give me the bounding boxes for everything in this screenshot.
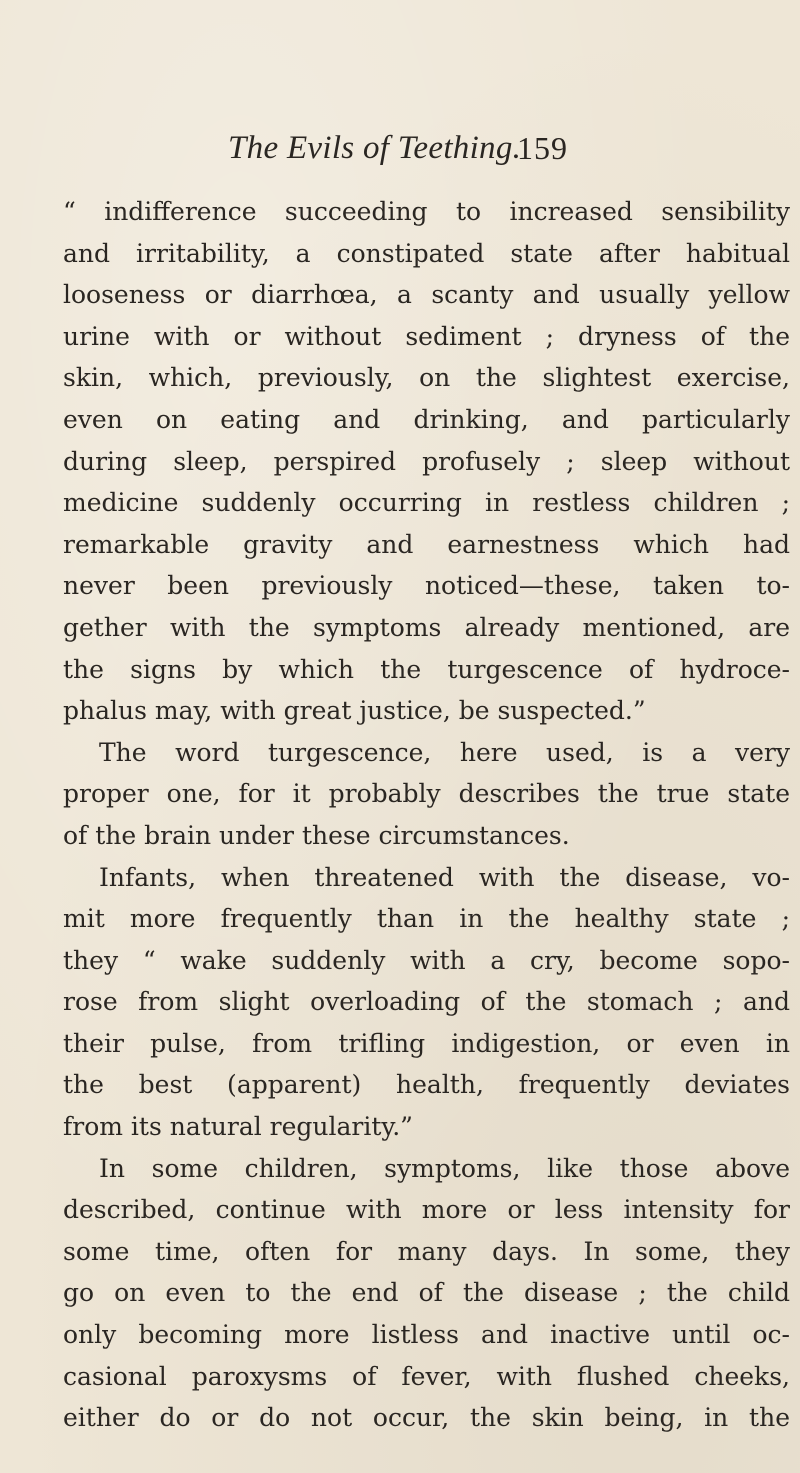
running-title: The Evils of Teething. [228,130,522,166]
text-line: the best (apparent) health, frequently deviates [63,1070,790,1100]
body-text [63,191,790,1439]
text-line: they “ wake suddenly with a cry, become sopo- [63,945,790,975]
text-line: skin, which, previously, on the slightest exercise, [63,363,790,393]
text-line: some time, often for many days. In some, they [63,1236,790,1266]
text-line: casional paroxysms of fever, with flushed cheeks, [63,1361,790,1391]
text-line: mit more frequently than in the healthy state ; [63,904,790,934]
text-line: their pulse, from trifling indigestion, or even in [63,1028,790,1058]
paragraph-first-line: The word turgescence, here used, is a very [99,737,790,767]
text-line: urine with or without sediment ; dryness of the [63,321,790,351]
text-line: proper one, for it probably describes the true state [63,779,790,809]
text-line: remarkable gravity and earnestness which had [63,529,790,559]
text-line: go on even to the end of the disease ; the child [63,1278,790,1308]
page-number: 159 [517,130,568,166]
running-head [228,130,578,170]
text-line: medicine suddenly occurring in restless children ; [63,488,790,518]
text-line: never been previously noticed—these, taken to- [63,571,790,601]
text-line: of the brain under these circumstances. [63,820,570,850]
text-line: from its natural regularity.” [63,1112,413,1142]
text-line: looseness or diarrhœa, a scanty and usually yellow [63,280,790,310]
text-line: even on eating and drinking, and particularly [63,404,790,434]
text-line: “ indifference succeeding to increased sensibility [63,197,790,226]
text-line: rose from slight overloading of the stomach ; and [63,987,790,1017]
text-line: the signs by which the turgescence of hydroce- [63,654,790,684]
text-line: either do or do not occur, the skin being, in the [63,1403,790,1433]
text-line: gether with the symptoms already mentioned, are [63,612,790,642]
paragraph-first-line: Infants, when threatened with the disease, vo- [99,862,790,892]
paragraph-first-line: In some children, symptoms, like those above [99,1153,790,1183]
text-line: during sleep, perspired profusely ; sleep without [63,446,790,476]
text-line: described, continue with more or less intensity for [63,1195,790,1225]
text-line: only becoming more listless and inactive until oc- [63,1320,790,1350]
text-line: phalus may, with great justice, be suspected.” [63,696,646,726]
text-line: and irritability, a constipated state after habitual [63,238,790,268]
